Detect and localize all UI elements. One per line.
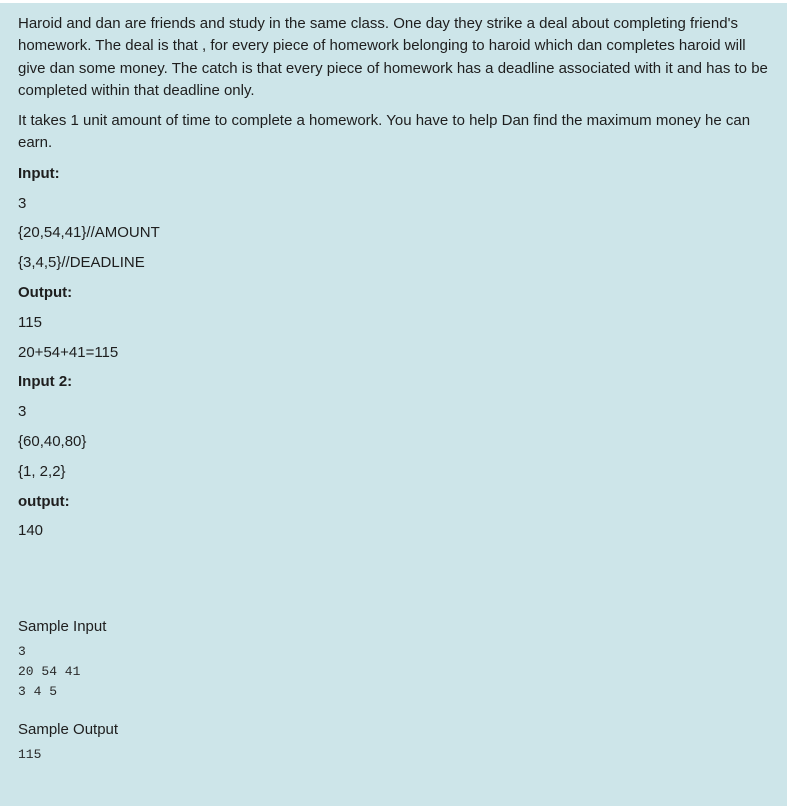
sample-input-line: 3: [18, 644, 26, 660]
problem-task: It takes 1 unit amount of time to complete a homework. You have to help Dan find the maximum money he can earn.: [18, 112, 751, 152]
problem-statement-panel: [0, 3, 787, 806]
sample-output-line: 115: [18, 747, 42, 763]
sample-input-heading: Sample Input: [18, 618, 107, 636]
example2-output: 140: [18, 522, 44, 540]
example2-input-label: Input 2:: [18, 373, 73, 391]
example2-n: 3: [18, 403, 27, 421]
problem-intro: Haroid and dan are friends and study in the same class. One day they strike a deal about completing friend's homework. The deal is that , for every piece of homework belonging to haroid which dan completes haroid will give dan some money. The catch is that every piece of homework has a deadline associated with it and has to be completed within that deadline only.: [18, 15, 768, 99]
example1-amounts: {20,54,41}//AMOUNT: [18, 224, 160, 242]
example1-deadlines: {3,4,5}//DEADLINE: [18, 254, 145, 272]
spacer: [18, 550, 769, 616]
sample-output-heading: Sample Output: [18, 721, 119, 739]
sample-input-line: 3 4 5: [18, 683, 58, 699]
example2-output-label: output:: [18, 492, 70, 510]
example1-output-label: Output:: [18, 283, 73, 301]
sample-output-block: [18, 745, 769, 765]
example2-deadlines: {1, 2,2}: [18, 462, 66, 480]
sample-input-block: [18, 642, 769, 701]
sample-input-line: 20 54 41: [18, 663, 81, 679]
example1-input-label: Input:: [18, 164, 60, 182]
example1-explanation: 20+54+41=115: [18, 343, 119, 361]
example1-output: 115: [18, 313, 42, 331]
example2-amounts: {60,40,80}: [18, 432, 87, 450]
example1-n: 3: [18, 194, 27, 212]
